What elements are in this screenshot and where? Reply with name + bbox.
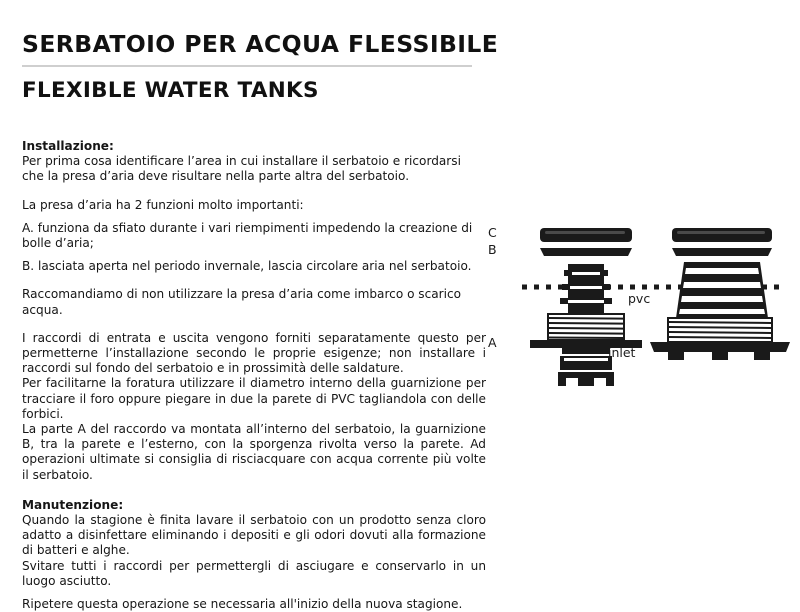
threaded-collar-right (668, 318, 772, 342)
maintenance-heading: Manutenzione: (22, 497, 124, 512)
right-fitting-assembly (650, 228, 790, 360)
document-header (22, 30, 499, 103)
spacer (22, 483, 486, 498)
gasket-b-part-right (672, 248, 772, 256)
installation-item-b: B. lasciata aperta nel periodo invernale, lascia circolare aria nel serbatoio. (22, 259, 472, 274)
spacer (22, 251, 486, 259)
label-c: C (488, 225, 497, 240)
left-fitting-assembly (530, 228, 642, 386)
page-title-english: FLEXIBLE WATER TANKS (22, 77, 319, 103)
installation-paragraph-6: I raccordi di entrata e uscita vengono forniti separatamente questo per permetterne l’installazione secondo le proprie esigenze; non installare i raccordi sul fondo del serbatoio e in prossimità delle saldature. (22, 330, 486, 376)
page-title-italian: SERBATOIO PER ACQUA FLESSIBILE (22, 30, 499, 58)
inlet-nut-left (558, 348, 614, 386)
title-divider (22, 65, 472, 67)
installation-paragraph-1: Per prima cosa identificare l’area in cui installare il serbatoio e ricordarsi che la presa d’aria deve risultare nella parte altra del serbatoio. (22, 154, 461, 184)
label-pvc: pvc (628, 291, 651, 306)
installation-paragraph-5: Raccomandiamo di non utilizzare la presa d’aria come imbarco o scarico acqua. (22, 287, 462, 317)
instructions-text-column (22, 139, 486, 612)
gasket-c-part (540, 228, 632, 242)
spacer (22, 589, 486, 597)
installation-paragraph-8: La parte A del raccordo va montata all’interno del serbatoio, la guarnizione B, tra la parete e l’esterno, con la sporgenza rivolta verso la parete. Ad operazioni ultimate si consiglia di risciacquare con acqua corrente più volte il serbatoio. (22, 422, 486, 482)
installation-heading: Installazione: (22, 139, 114, 153)
spacer (22, 274, 486, 287)
maintenance-paragraph-2: Svitare tutti i raccordi per permettergli di asciugare e conservarlo in un luogo asciutto. (22, 558, 486, 588)
installation-paragraph-7: Per facilitarne la foratura utilizzare il diametro interno della guarnizione per tracciare il foro oppure piegare in due la parete di PVC tagliandola con delle forbici. (22, 376, 486, 421)
spacer (22, 213, 486, 221)
gasket-b-part (540, 248, 632, 256)
label-a: A (488, 335, 497, 350)
label-inlet: inlet (608, 345, 636, 360)
threaded-collar-left (548, 314, 624, 340)
maintenance-paragraph-3: Ripetere questa operazione se necessaria all'inizio della nuova stagione. (22, 597, 463, 612)
spacer (22, 318, 486, 331)
gasket-c-part-right (672, 228, 772, 242)
installation-item-a: A. funziona da sfiato durante i vari riempimenti impedendo la creazione di bolle d’aria; (22, 220, 473, 251)
installation-paragraph-2: La presa d’aria ha 2 funzioni molto importanti: (22, 197, 304, 212)
fitting-assembly-diagram (482, 206, 798, 386)
base-flange-right (650, 342, 790, 360)
barbed-stem-right (676, 262, 768, 318)
barbed-stem-left (560, 264, 612, 314)
label-b: B (488, 242, 497, 257)
maintenance-paragraph-1: Quando la stagione è finita lavare il serbatoio con un prodotto senza cloro adatto a disinfettare eliminando i depositi e gli odori dovuti alla formazione di batteri e alghe. (22, 513, 486, 558)
spacer (22, 185, 486, 198)
